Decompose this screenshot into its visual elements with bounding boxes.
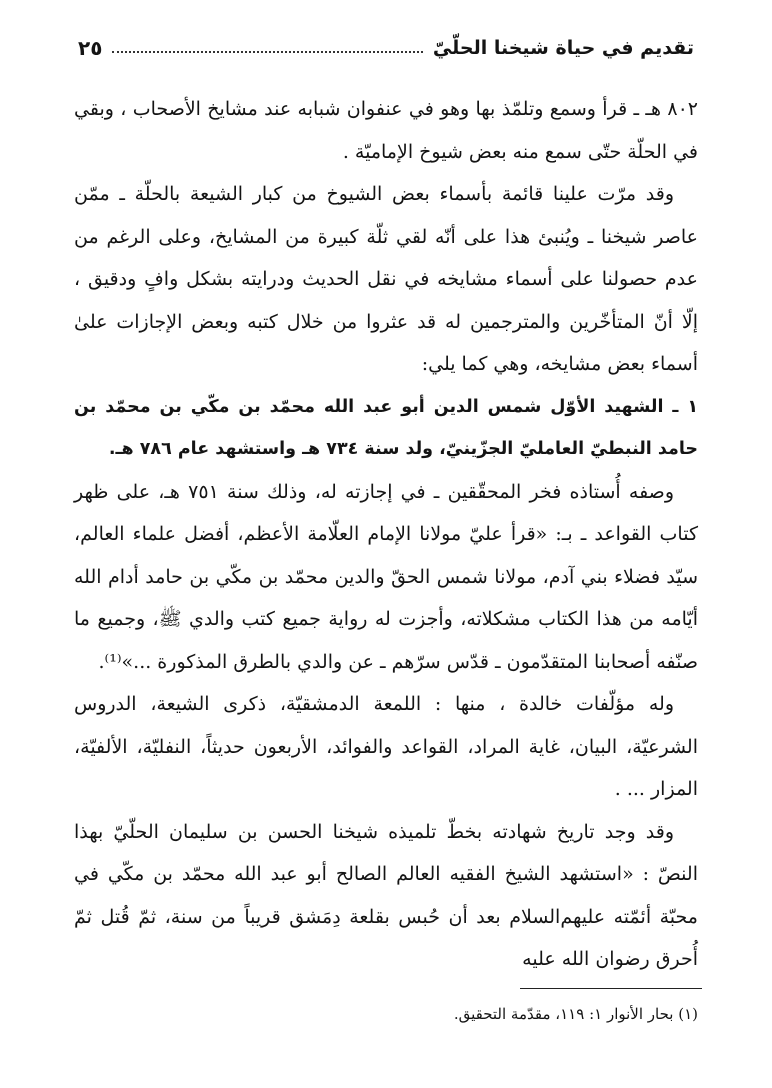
- paragraph: وقد وجد تاريخ شهادته بخطّ تلميذه شيخنا الحسن بن سليمان الحلّيّ بهذا النصّ : «استشهد الشيخ الفقيه العالم الصالح أبو عبد الله محمّد بن مكّي في محبّة أئمّته عليهم‌السلام بعد أن حُبس بقلعة دِمَشق قريباً من سنة، ثمّ قُتل ثمّ أُحرق رضوان الله عليه: [74, 820, 698, 970]
- header-title: تقديم في حياة شيخنا الحلّيّ: [432, 37, 694, 59]
- running-header: [78, 28, 694, 68]
- page-number: ٢٥: [78, 36, 103, 60]
- paragraph: وله مؤلّفات خالدة ، منها : اللمعة الدمشقيّة، ذكرى الشيعة، الدروس الشرعيّة، البيان، غاية المراد، القواعد والفوائد، الأربعون حديثاً، النفليّة، الألفيّة، المزار ... .: [74, 693, 698, 800]
- paragraph: وصفه أُستاذه فخر المحقّقين ـ في إجازته له، وذلك سنة ٧٥١ هـ، على ظهر كتاب القواعد ـ بـ: «قرأ عليّ مولانا الإمام العلّامة الأعظم، أفضل علماء العالم، سيّد فضلاء بني آدم، مولانا شمس الحقّ والدين محمّد بن مكّي بن حامد أدام الله أيّامه من هذا الكتاب مشكلاته، وأجزت له رواية جميع كتب والدي ﷺ، وجميع ما صنّفه أصحابنا المتقدّمون ـ قدّس سرّهم ـ عن والدي بالطرق المذكورة ...»⁽¹⁾.: [74, 480, 698, 673]
- section-heading: ١ ـ الشهيد الأوّل شمس الدين أبو عبد الله محمّد بن مكّي بن محمّد بن حامد النبطيّ العامليّ الجزّينيّ، ولد سنة ٧٣٤ هـ واستشهد عام ٧٨٦ هـ.: [74, 396, 698, 459]
- header-dotted-leader: [112, 51, 422, 53]
- footnote-rule: [520, 988, 702, 989]
- footnote: (١) بحار الأنوار ١: ١١٩، مقدّمة التحقيق.: [453, 1005, 698, 1023]
- paragraph: ٨٠٢ هـ ـ قرأ وسمع وتلمّذ بها وهو في عنفوان شبابه عند مشايخ الأصحاب ، وبقي في الحلّة حتّى سمع منه بعض شيوخ الإماميّة .: [74, 98, 698, 163]
- body-text: [74, 88, 698, 981]
- paragraph: وقد مرّت علينا قائمة بأسماء بعض الشيوخ من كبار الشيعة بالحلّة ـ ممّن عاصر شيخنا ـ ويُنبئ هذا على أنّه لقي ثلّة كبيرة من المشايخ، وعلى الرغم من عدم حصولنا على أسماء مشايخه في نقل الحديث ودرايته بشكل وافٍ ودقيق ، إلّا أنّ المتأخّرين والمترجمين له قد عثروا من خلال كتبه وبعض الإجازات علىٰ أسماء بعض مشايخه، وهي كما يلي:: [74, 183, 698, 375]
